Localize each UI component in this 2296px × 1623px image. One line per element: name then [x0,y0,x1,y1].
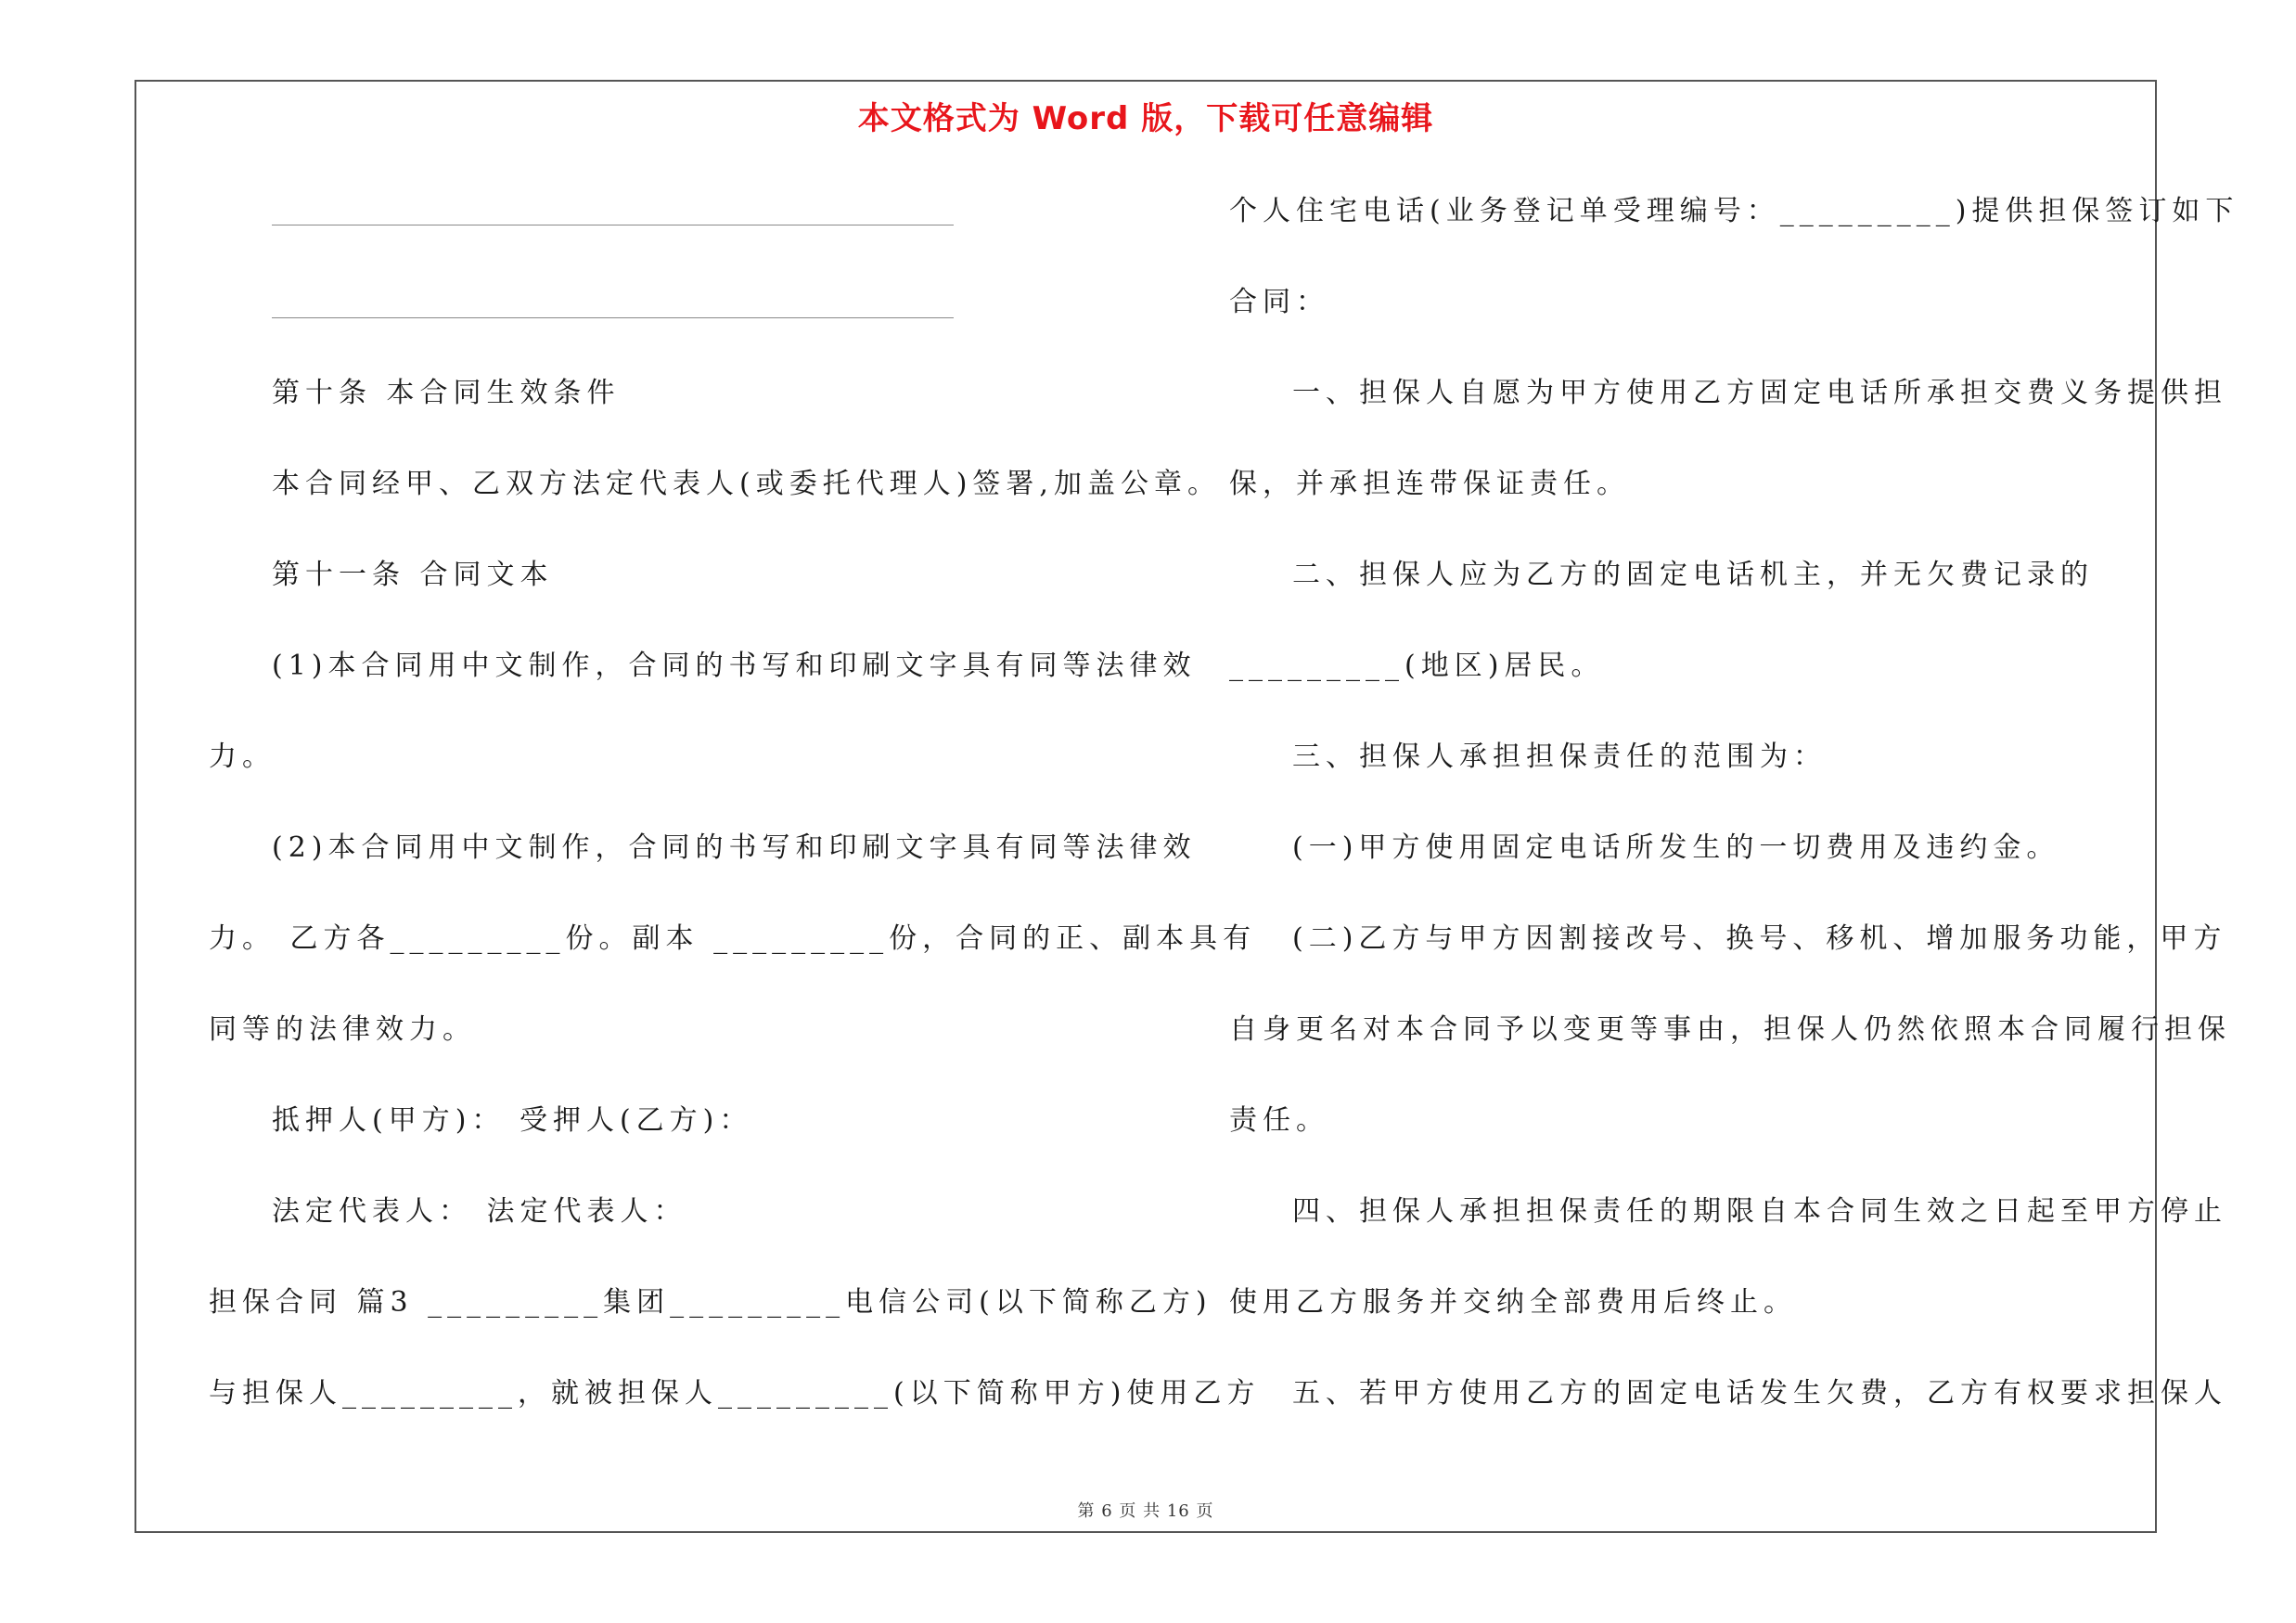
legal-representatives: 法定代表人： 法定代表人： [272,1195,687,1228]
clause-2-line-2: 力。 乙方各_________份。副本 _________份，合同的正、副本具有 [209,922,1257,955]
right-line-7: 三、担保人承担担保责任的范围为： [1292,741,1827,773]
clause-2-line-3: 同等的法律效力。 [209,1013,476,1046]
right-line-6: _________(地区)居民。 [1229,650,1605,682]
article-10-title: 第十条 本合同生效条件 [272,377,621,409]
contract-3-line-1: 担保合同 篇3 _________集团_________电信公司(以下简称乙方) [209,1286,1212,1319]
clause-1-line-1: (1)本合同用中文制作，合同的书写和印刷文字具有同等法律效 [272,650,1197,682]
clause-1-line-2: 力。 [209,741,276,773]
contract-3-line-2: 与担保人_________，就被担保人_________(以下简称甲方)使用乙方 [209,1377,1261,1410]
page-number: 第 6 页 共 16 页 [1077,1501,1214,1521]
article-10-body: 本合同经甲、乙双方法定代表人(或委托代理人)签署,加盖公章。 [272,468,1221,500]
right-line-12: 四、担保人承担担保责任的期限自本合同生效之日起至甲方停止 [1292,1195,2227,1228]
right-line-14: 五、若甲方使用乙方的固定电话发生欠费，乙方有权要求担保人 [1292,1377,2227,1410]
right-line-9: (二)乙方与甲方因割接改号、换号、移机、增加服务功能，甲方 [1292,922,2227,955]
article-11-title: 第十一条 合同文本 [272,559,554,591]
right-line-8: (一)甲方使用固定电话所发生的一切费用及违约金。 [1292,831,2060,864]
right-line-13: 使用乙方服务并交纳全部费用后终止。 [1229,1286,1797,1319]
right-line-2: 合同： [1229,286,1329,318]
clause-2-line-1: (2)本合同用中文制作，合同的书写和印刷文字具有同等法律效 [272,831,1197,864]
right-line-11: 责任。 [1229,1104,1329,1137]
format-banner: 本文格式为 Word 版，下载可任意编辑 [857,100,1434,137]
right-line-3: 一、担保人自愿为甲方使用乙方固定电话所承担交费义务提供担 [1292,377,2227,409]
right-line-10: 自身更名对本合同予以变更等事由，担保人仍然依照本合同履行担保 [1229,1013,2231,1046]
right-line-4: 保，并承担连带保证责任。 [1229,468,1630,500]
page-frame [135,80,2239,1533]
blank-line-2 [272,317,954,318]
right-line-1: 个人住宅电话(业务登记单受理编号：_________)提供担保签订如下 [1229,195,2239,227]
right-line-5: 二、担保人应为乙方的固定电话机主，并无欠费记录的 [1292,559,2094,591]
signature-parties: 抵押人(甲方)： 受押人(乙方)： [272,1104,753,1137]
